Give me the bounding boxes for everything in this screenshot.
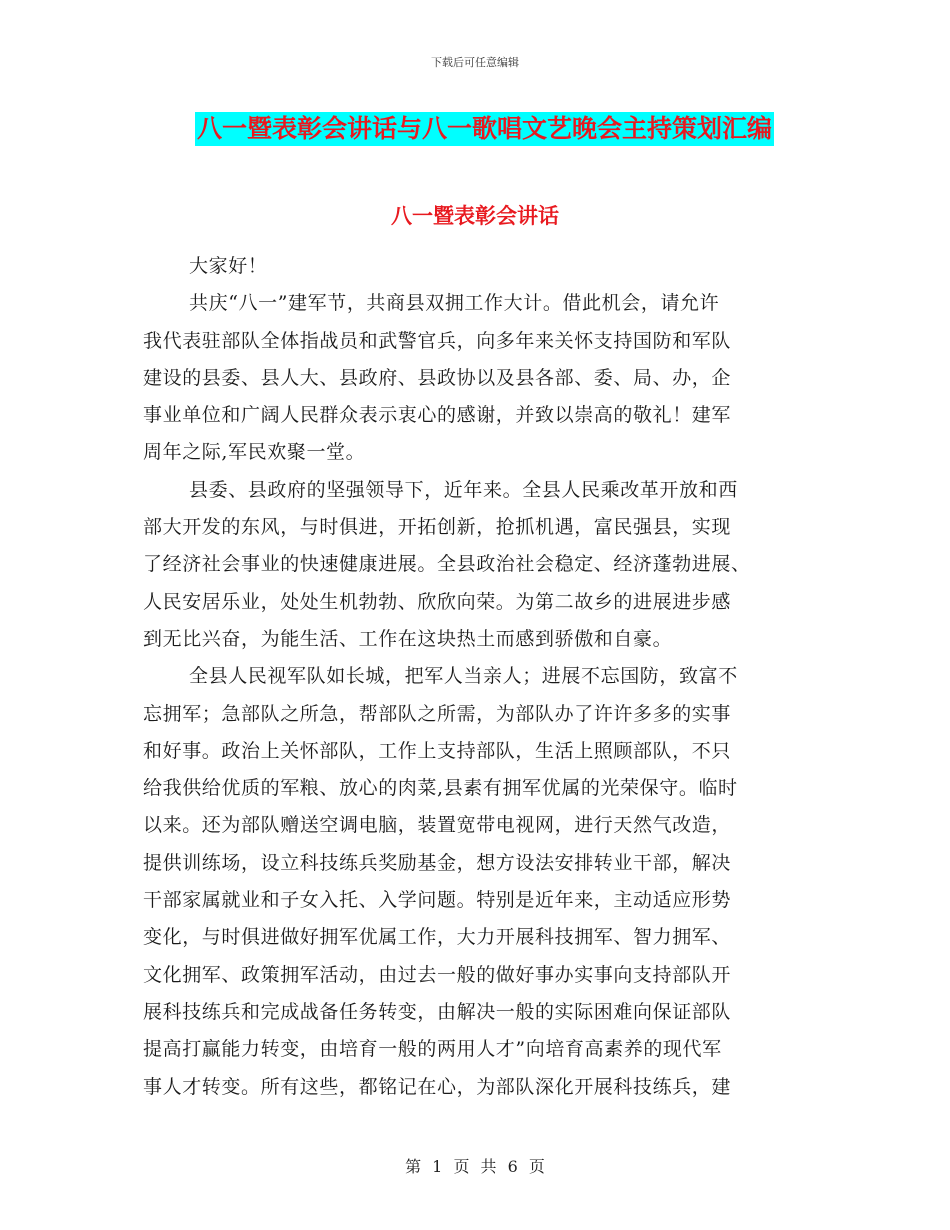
paragraph-line: 提高打赢能力转变，由培育一般的两用人才”向培育高素养的现代军	[143, 1038, 722, 1061]
paragraph-line: 给我供给优质的军粮、放心的肉菜,县素有拥军优属的光荣保守。临时	[143, 777, 738, 800]
paragraph-line: 了经济社会事业的快速健康进展。全县政治社会稳定、经济蓬勃进展、	[143, 553, 751, 576]
paragraph-line: 展科技练兵和完成战备任务转变，由解决一般的实际困难向保证部队	[143, 1000, 732, 1023]
document-title: 八一暨表彰会讲话与八一歌唱文艺晚会主持策划汇编	[195, 112, 774, 146]
paragraph-line: 以来。还为部队赠送空调电脑，装置宽带电视网，进行天然气改造，	[143, 814, 732, 837]
paragraph-line: 提供训练场，设立科技练兵奖励基金，想方设法安排转业干部，解决	[143, 851, 732, 874]
greeting-line: 大家好！	[189, 255, 268, 277]
paragraph-line: 全县人民视军队如长城，把军人当亲人；进展不忘国防，致富不	[189, 665, 738, 688]
paragraph-line: 忘拥军；急部队之所急，帮部队之所需，为部队办了许许多多的实事	[143, 702, 732, 725]
paragraph-line: 到无比兴奋，为能生活、工作在这块热土而感到骄傲和自豪。	[143, 627, 673, 650]
paragraph-line: 人民安居乐业，处处生机勃勃、欣欣向荣。为第二故乡的进展进步感	[143, 590, 732, 613]
paragraph-line: 建设的县委、县人大、县政府、县政协以及县各部、委、局、办，企	[143, 366, 732, 389]
paragraph-line: 和好事。政治上关怀部队，工作上支持部队，生活上照顾部队，不只	[143, 739, 732, 762]
header-note: 下载后可任意编辑	[431, 56, 519, 69]
paragraph-line: 共庆“八一”建军节，共商县双拥工作大计。借此机会，请允许	[189, 292, 720, 315]
paragraph-line: 周年之际,军民欢聚一堂。	[143, 441, 366, 464]
paragraph-line: 干部家属就业和子女入托、入学问题。特别是近年来，主动适应形势	[143, 889, 732, 912]
paragraph-line: 文化拥军、政策拥军活动，由过去一般的做好事办实事向支持部队开	[143, 963, 732, 986]
page-number: 第 1 页 共 6 页	[405, 1157, 545, 1176]
paragraph-line: 变化，与时俱进做好拥军优属工作，大力开展科技拥军、智力拥军、	[143, 926, 732, 949]
paragraph-line: 县委、县政府的坚强领导下，近年来。全县人民乘改革开放和西	[189, 478, 738, 501]
paragraph-line: 我代表驻部队全体指战员和武警官兵，向多年来关怀支持国防和军队	[143, 329, 732, 352]
section-title: 八一暨表彰会讲话	[391, 204, 559, 228]
document-body	[143, 248, 809, 1106]
paragraph-line: 事业单位和广阔人民群众表示衷心的感谢，并致以崇高的敬礼！建军	[143, 404, 732, 427]
paragraph-line: 事人才转变。所有这些，都铭记在心，为部队深化开展科技练兵，建	[143, 1075, 732, 1098]
paragraph-line: 部大开发的东风，与时俱进，开拓创新，抢抓机遇，富民强县，实现	[143, 516, 732, 539]
